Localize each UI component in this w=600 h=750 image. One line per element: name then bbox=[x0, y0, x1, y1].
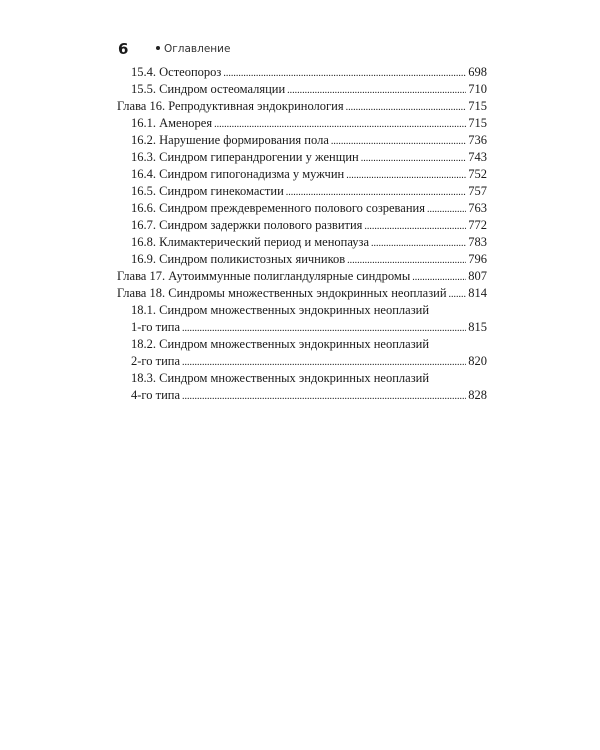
toc-entry-continuation bbox=[131, 353, 487, 370]
page-header bbox=[118, 40, 488, 60]
toc-entry-title: 16.9. Синдром поликистозных яичников bbox=[131, 252, 346, 266]
toc-entry bbox=[117, 251, 487, 268]
toc-entry-page: 752 bbox=[468, 167, 487, 181]
toc-entry-title-cont: 2-го типа bbox=[131, 354, 180, 368]
toc-entry bbox=[117, 132, 487, 149]
dot-leader bbox=[427, 200, 466, 218]
toc-entry-title: 16.4. Синдром гипогонадизма у мужчин bbox=[131, 167, 345, 181]
toc-entry bbox=[117, 200, 487, 217]
toc-entry bbox=[117, 370, 487, 404]
dot-leader bbox=[449, 285, 467, 303]
toc-entry-page: 772 bbox=[468, 218, 487, 232]
toc-entry-page: 710 bbox=[468, 82, 487, 96]
dot-leader bbox=[182, 387, 466, 405]
dot-leader bbox=[361, 149, 467, 167]
table-of-contents bbox=[117, 64, 487, 404]
toc-entry-page: 757 bbox=[468, 184, 487, 198]
toc-entry-title: 16.8. Климактерический период и менопауза bbox=[131, 235, 369, 249]
toc-entry-title: 18.1. Синдром множественных эндокринных неоплазий bbox=[131, 303, 430, 317]
toc-chapter-page: 807 bbox=[468, 269, 487, 283]
toc-chapter bbox=[117, 285, 487, 302]
toc-chapter-page: 715 bbox=[468, 99, 487, 113]
dot-leader bbox=[287, 81, 466, 99]
toc-entry-title: 16.5. Синдром гинекомастии bbox=[131, 184, 284, 198]
toc-entry bbox=[117, 183, 487, 200]
toc-entry bbox=[117, 217, 487, 234]
toc-entry bbox=[117, 149, 487, 166]
toc-entry-page: 736 bbox=[468, 133, 487, 147]
toc-entry-page: 763 bbox=[468, 201, 487, 215]
dot-leader bbox=[331, 132, 466, 150]
toc-entry-title: 18.3. Синдром множественных эндокринных неоплазий bbox=[131, 371, 430, 385]
toc-chapter-title: Глава 17. Аутоиммунные полигландулярные синдромы bbox=[117, 269, 411, 283]
toc-chapter-page: 814 bbox=[468, 286, 487, 300]
toc-entry bbox=[117, 64, 487, 81]
dot-leader bbox=[223, 64, 466, 82]
toc-entry bbox=[117, 81, 487, 98]
page-number: 6 bbox=[118, 40, 129, 58]
toc-entry-page: 796 bbox=[468, 252, 487, 266]
dot-leader bbox=[286, 183, 466, 201]
toc-entry bbox=[117, 115, 487, 132]
toc-entry bbox=[117, 166, 487, 183]
toc-entry-page: 698 bbox=[468, 65, 487, 79]
toc-entry-title: 16.2. Нарушение формирования пола bbox=[131, 133, 329, 147]
toc-entry-title: 16.7. Синдром задержки полового развития bbox=[131, 218, 363, 232]
toc-chapter bbox=[117, 268, 487, 285]
toc-chapter-title: Глава 16. Репродуктивная эндокринология bbox=[117, 99, 344, 113]
toc-entry bbox=[117, 234, 487, 251]
dot-leader bbox=[214, 115, 466, 133]
toc-entry-title: 16.1. Аменорея bbox=[131, 116, 213, 130]
dot-leader bbox=[347, 251, 466, 269]
toc-entry-title: 18.2. Синдром множественных эндокринных неоплазий bbox=[131, 337, 430, 351]
toc-entry-continuation bbox=[131, 387, 487, 404]
running-head bbox=[156, 42, 230, 56]
toc-entry-title: 15.4. Остеопороз bbox=[131, 65, 222, 79]
toc-entry bbox=[117, 336, 487, 370]
toc-chapter-title: Глава 18. Синдромы множественных эндокринных неоплазий bbox=[117, 286, 447, 300]
bullet-icon bbox=[156, 46, 160, 50]
dot-leader bbox=[346, 98, 467, 116]
toc-entry-title-cont: 4-го типа bbox=[131, 388, 180, 402]
toc-entry-page: 715 bbox=[468, 116, 487, 130]
toc-entry bbox=[117, 302, 487, 336]
toc-entry-title: 16.6. Синдром преждевременного полового созревания bbox=[131, 201, 425, 215]
running-head-text: Оглавление bbox=[164, 43, 231, 55]
dot-leader bbox=[371, 234, 466, 252]
toc-entry-page: 815 bbox=[468, 320, 487, 334]
toc-entry-page: 783 bbox=[468, 235, 487, 249]
dot-leader bbox=[346, 166, 466, 184]
toc-entry-continuation bbox=[131, 319, 487, 336]
toc-entry-title: 16.3. Синдром гиперандрогении у женщин bbox=[131, 150, 359, 164]
toc-chapter bbox=[117, 98, 487, 115]
toc-entry-page: 828 bbox=[468, 388, 487, 402]
dot-leader bbox=[412, 268, 466, 286]
toc-entry-title-cont: 1-го типа bbox=[131, 320, 180, 334]
toc-entry-title: 15.5. Синдром остеомаляции bbox=[131, 82, 286, 96]
dot-leader bbox=[364, 217, 466, 235]
dot-leader bbox=[182, 319, 466, 337]
toc-entry-page: 743 bbox=[468, 150, 487, 164]
toc-entry-page: 820 bbox=[468, 354, 487, 368]
dot-leader bbox=[182, 353, 466, 371]
